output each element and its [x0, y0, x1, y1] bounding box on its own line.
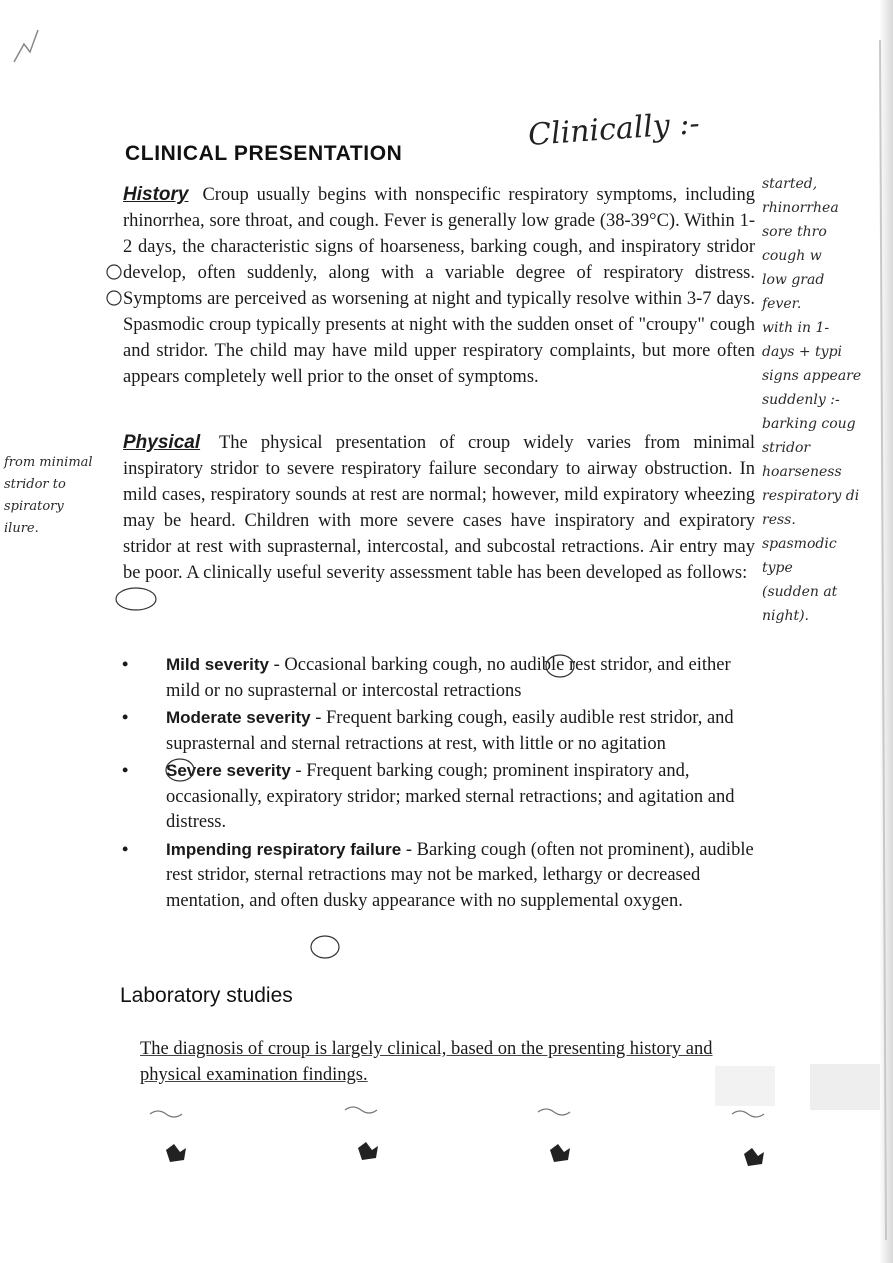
- margin-note-line: signs appeare: [762, 368, 862, 384]
- severity-label: Impending respiratory failure: [166, 839, 402, 859]
- margin-note-line: rhinorrhea: [762, 200, 839, 216]
- margin-note-line: with in 1-: [762, 320, 830, 336]
- margin-note-line: cough w: [762, 248, 822, 264]
- margin-note-line: barking coug: [762, 416, 856, 432]
- margin-note-line: spiratory: [4, 499, 64, 514]
- margin-note-line: low grad: [762, 272, 825, 288]
- punch-mark: [166, 1144, 186, 1162]
- margin-note-line: type: [762, 560, 793, 576]
- margin-note-line: respiratory di: [762, 488, 860, 504]
- margin-note-line: sore thro: [762, 224, 827, 240]
- main-heading: CLINICAL PRESENTATION: [125, 142, 403, 165]
- punch-mark: [550, 1144, 570, 1162]
- tick-mark: [732, 1111, 764, 1117]
- severity-item-impending-failure: [118, 837, 768, 915]
- tick-mark: [538, 1109, 570, 1115]
- circled-number-mark: [107, 265, 121, 279]
- severity-text: - Frequent barking cough, easily audible rest stridor, and suprasternal and sternal retractions at rest, with little or no agitation: [166, 708, 734, 754]
- handwritten-title: Clinically :-: [526, 106, 701, 153]
- circled-word-mark: [311, 936, 339, 958]
- margin-note-line: started,: [762, 176, 818, 192]
- margin-note-line: fever.: [762, 296, 802, 312]
- tick-mark: [345, 1107, 377, 1113]
- lab-paragraph: The diagnosis of croup is largely clinical, based on the presenting history and physical examination findings.: [140, 1039, 713, 1085]
- margin-note-line: ilure.: [4, 521, 39, 536]
- margin-note-line: night).: [762, 608, 810, 624]
- tick-mark: [150, 1111, 182, 1117]
- severity-list: [118, 652, 768, 915]
- right-margin-notes: [762, 172, 887, 628]
- margin-note-line: from minimal: [4, 455, 93, 470]
- severity-item-mild: [118, 652, 768, 704]
- margin-note-line: (sudden at: [762, 584, 838, 600]
- margin-note-line: days + typi: [762, 344, 843, 360]
- severity-label: Severe severity: [166, 761, 291, 780]
- bullet: •: [122, 838, 129, 859]
- margin-note-line: stridor: [762, 440, 811, 456]
- severity-item-severe: [118, 758, 768, 836]
- bottom-ticks: [150, 1107, 764, 1117]
- bullet: •: [122, 760, 129, 780]
- physical-paragraph: [123, 430, 755, 586]
- punch-mark: [358, 1142, 378, 1160]
- scan-smudge: [14, 30, 38, 62]
- severity-item-moderate: [118, 705, 768, 757]
- severity-text: - Barking cough (often not prominent), audible rest stridor, sternal retractions may not be marked, lethargy or decreased mentation, and often dusky appearance with no supplemental oxygen.: [166, 839, 754, 911]
- physical-label: Physical: [123, 432, 201, 453]
- bullet: •: [122, 654, 129, 674]
- margin-note-line: ress.: [762, 512, 796, 528]
- history-paragraph: [123, 182, 755, 390]
- lab-heading: Laboratory studies: [120, 984, 293, 1007]
- bottom-hole-punches: [166, 1142, 764, 1166]
- severity-label: Mild severity: [166, 655, 269, 674]
- margin-note-line: spasmodic: [762, 536, 837, 552]
- severity-text: - Frequent barking cough; prominent inspiratory and, occasionally, expiratory stridor; marked sternal retractions; and agitation and distress.: [166, 761, 735, 832]
- margin-note-line: suddenly :-: [762, 392, 840, 408]
- circled-number-mark: [107, 291, 121, 305]
- physical-text: The physical presentation of croup widely varies from minimal inspiratory stridor to severe respiratory failure secondary to airway obstruction. In mild cases, respiratory sounds at rest are normal; however, mild expiratory wheezing may be heard. Children with more severe cases have inspiratory and expiratory stridor at rest with suprasternal, intercostal, and subcostal retractions. Air entry may be poor. A clinically useful severity assessment table has been developed as follows:: [123, 433, 755, 583]
- bullet: •: [122, 707, 129, 727]
- scan-noise-patch: [810, 1064, 880, 1110]
- circled-word-mark: [116, 588, 156, 610]
- severity-text: - Occasional barking cough, no audible rest stridor, and either mild or no suprasternal or intercostal retractions: [166, 655, 731, 701]
- left-margin-notes: [4, 452, 122, 540]
- margin-note-line: hoarseness: [762, 464, 842, 480]
- punch-mark: [744, 1148, 764, 1166]
- history-text: Croup usually begins with nonspecific respiratory symptoms, including rhinorrhea, sore throat, and cough. Fever is generally low grade (38-39°C). Within 1-2 days, the characteristic signs of hoarseness, barking cough, and inspiratory stridor develop, often suddenly, along with a variable degree of respiratory distress. Symptoms are perceived as worsening at night and typically resolve within 3-7 days. Spasmodic croup typically presents at night with the sudden onset of "croupy" cough and stridor. The child may have mild upper respiratory complaints, but more often appears completely well prior to the onset of symptoms.: [123, 185, 755, 387]
- history-label: History: [123, 184, 189, 205]
- severity-label: Moderate severity: [166, 708, 311, 727]
- margin-note-line: stridor to: [4, 477, 66, 492]
